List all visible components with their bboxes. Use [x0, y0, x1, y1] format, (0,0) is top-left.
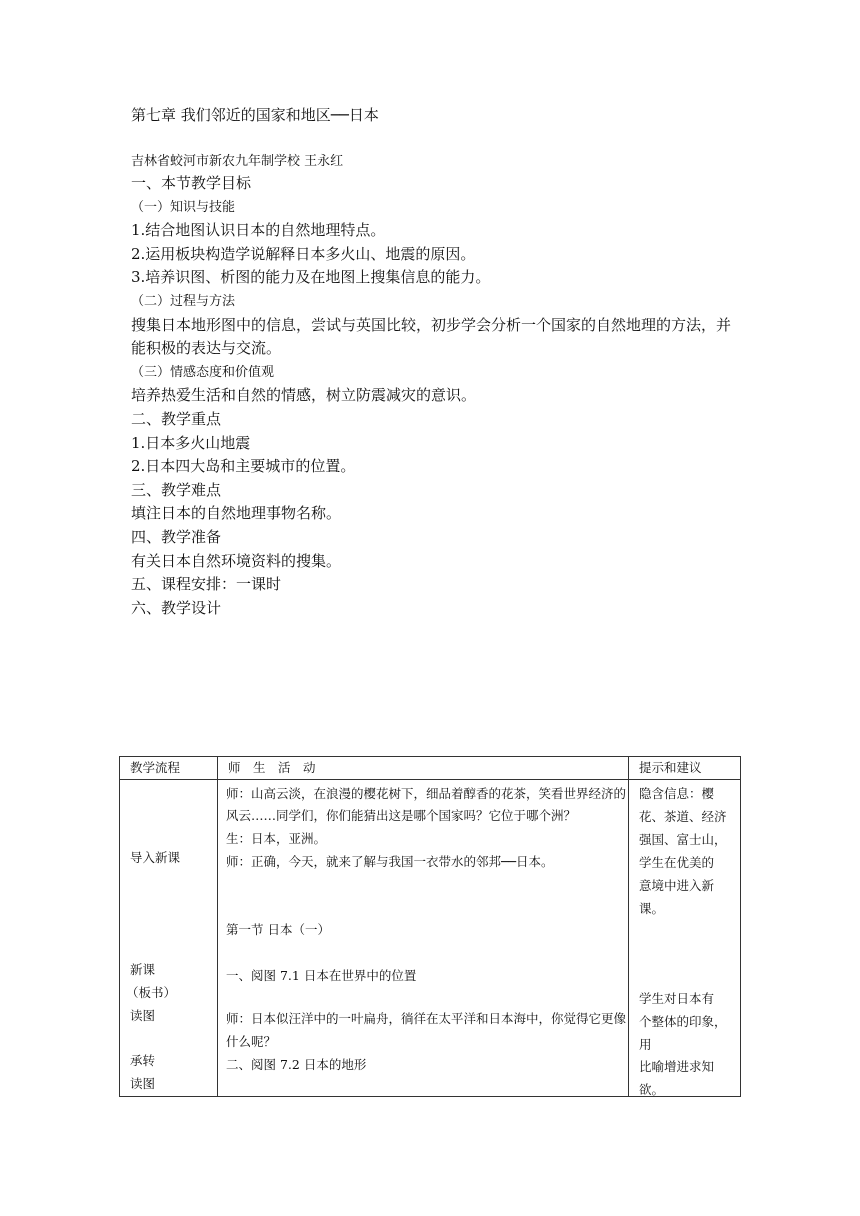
document-title: 第七章 我们邻近的国家和地区──日本 — [131, 106, 379, 124]
outline-line: 三、教学难点 — [131, 480, 222, 499]
tips-cell — [629, 780, 741, 1097]
activity-line: 第一节 日本（一） — [226, 922, 330, 937]
tips-line: 花、茶道、经济 — [639, 809, 727, 824]
tips-line: 比喻增进求知 — [639, 1059, 715, 1074]
outline-line: 二、教学重点 — [131, 409, 222, 428]
activity-cell — [218, 780, 629, 1097]
tips-line: 欲。 — [639, 1082, 665, 1097]
activity-line: 一、阅图 7.1 日本在世界中的位置 — [226, 968, 417, 983]
outline-line: 四、教学准备 — [131, 527, 222, 546]
header-activity: 师 生 活 动 — [218, 757, 629, 780]
outline-line: 2.日本四大岛和主要城市的位置。 — [131, 457, 356, 476]
outline-line: 培养热爱生活和自然的情感，树立防震减灾的意识。 — [131, 386, 477, 405]
subsection-heading: （二）过程与方法 — [131, 293, 236, 309]
tips-line: 学生在优美的 — [639, 855, 715, 870]
activity-line: 什么呢？ — [226, 1034, 277, 1049]
outline-line: 2.运用板块构造学说解释日本多火山、地震的原因。 — [131, 244, 476, 263]
table-header-row — [120, 757, 741, 780]
process-read-map-1: 读图 — [130, 1008, 156, 1023]
subsection-heading: （一）知识与技能 — [131, 199, 236, 215]
activity-line: 风云……同学们，你们能猜出这是哪个国家吗？它位于哪个洲？ — [226, 808, 577, 823]
tips-line: 课。 — [639, 901, 665, 916]
process-board: （板书） — [126, 985, 177, 1000]
process-read-map-2: 读图 — [130, 1076, 156, 1091]
author-line: 吉林省蛟河市新农九年制学校 王永红 — [131, 154, 344, 169]
outline-line: 一、本节教学目标 — [131, 174, 252, 192]
tips-line: 隐含信息：樱 — [639, 786, 715, 801]
process-cell — [120, 780, 218, 1097]
outline-line: 能积极的表达与交流。 — [131, 339, 282, 358]
tips-line: 用 — [639, 1037, 652, 1052]
activity-line: 生：日本，亚洲。 — [226, 831, 327, 846]
tips-line: 个整体的印象， — [639, 1014, 727, 1029]
header-tips: 提示和建议 — [629, 757, 741, 780]
subsection-heading: （三）情感态度和价值观 — [131, 364, 275, 380]
tips-line: 意境中进入新 — [639, 878, 715, 893]
process-new-lesson: 新课 — [130, 962, 156, 977]
outline-line: 有关日本自然环境资料的搜集。 — [131, 551, 342, 570]
header-process: 教学流程 — [120, 757, 218, 780]
activity-line: 师：日本似汪洋中的一叶扁舟，徜徉在太平洋和日本海中，你觉得它更像 — [226, 1011, 627, 1026]
outline-line: 六、教学设计 — [131, 598, 222, 617]
tips-line: 学生对日本有 — [639, 991, 715, 1006]
outline — [131, 172, 731, 620]
process-transition: 承转 — [130, 1053, 156, 1068]
outline-line: 五、课程安排：一课时 — [131, 575, 282, 594]
activity-line: 师：正确，今天，就来了解与我国一衣带水的邻邦──日本。 — [226, 854, 554, 869]
outline-line: 1.日本多火山地震 — [131, 433, 251, 452]
outline-line: 1.结合地图认识日本的自然地理特点。 — [131, 221, 386, 240]
outline-line: 搜集日本地形图中的信息，尝试与英国比较，初步学会分析一个国家的自然地理的方法，并 — [131, 315, 732, 334]
table-row — [120, 780, 741, 1097]
tips-line: 强国、富士山， — [639, 832, 727, 847]
outline-line: 填注日本的自然地理事物名称。 — [131, 504, 342, 523]
activity-line: 师：山高云淡，在浪漫的樱花树下，细品着醇香的花茶，笑看世界经济的 — [226, 786, 627, 801]
outline-line: 3.培养识图、析图的能力及在地图上搜集信息的能力。 — [131, 268, 491, 287]
lesson-plan-table — [119, 756, 741, 1097]
activity-line: 二、阅图 7.2 日本的地形 — [226, 1057, 367, 1072]
process-intro: 导入新课 — [130, 850, 181, 865]
